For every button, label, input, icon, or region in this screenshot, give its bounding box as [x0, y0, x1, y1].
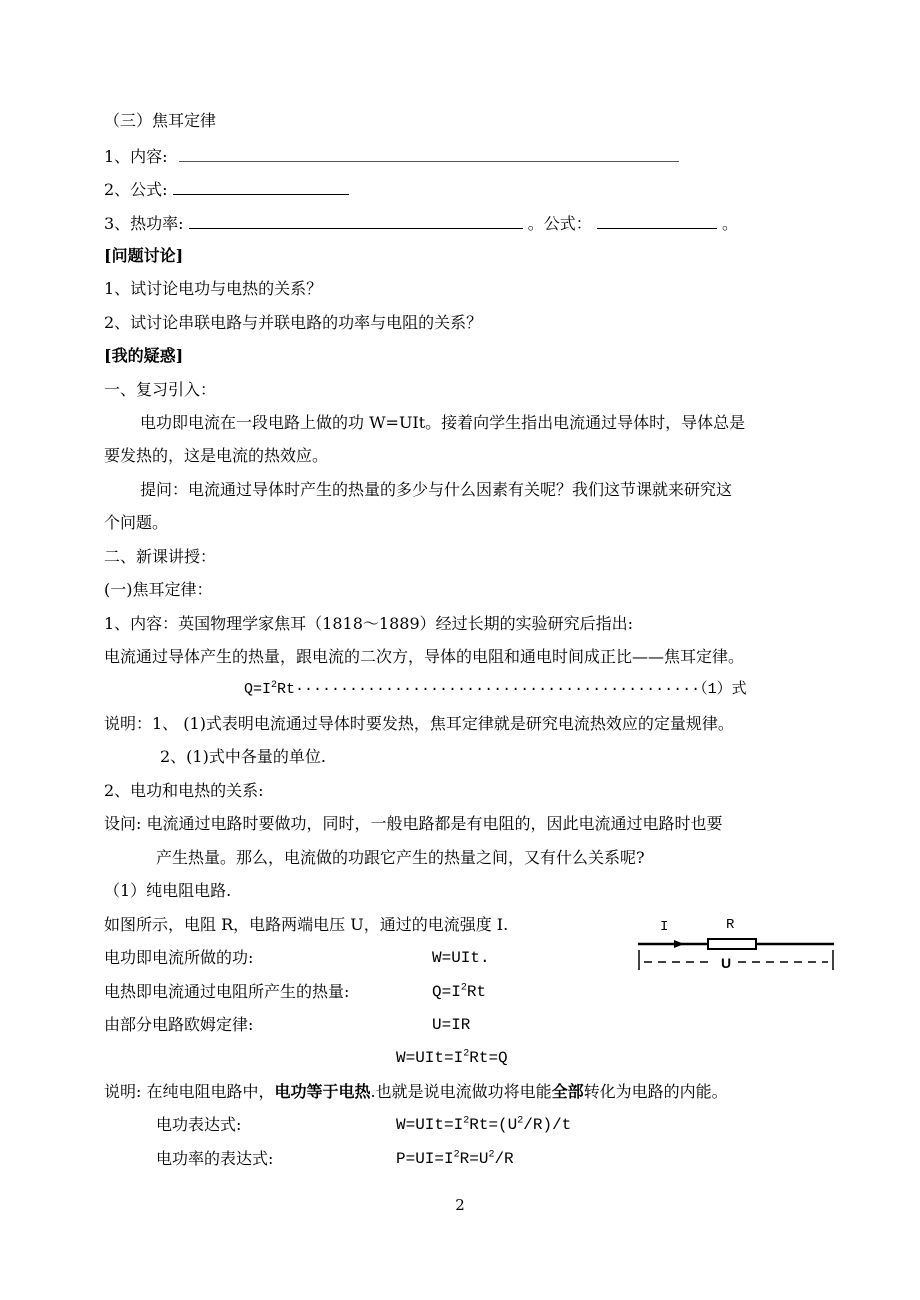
joule-content-a: 1、内容：英国物理学家焦耳（1818～1889）经过长期的实验研究后指出: [104, 614, 634, 633]
work-label: 电功即电流所做的功: [104, 948, 254, 967]
lecture-heading: 二、新课讲授： [104, 547, 217, 566]
content-line [104, 144, 679, 168]
expr1-c: /R)/t [523, 1116, 572, 1134]
note-1: 说明：1、 (1)式表明电流通过导体时要发热，焦耳定律就是研究电流热效应的定量规律。 [104, 714, 734, 733]
heat-power-blank[interactable] [189, 211, 523, 229]
formula-rest: Rt·············································（1）式 [277, 681, 747, 698]
power-expression-label: 电功率的表达式: [156, 1149, 274, 1168]
power-expression [396, 1148, 514, 1170]
question-a: 设问: 电流通过电路时要做功，同时，一般电路都是有电阻的，因此电流通过电路时也要 [104, 814, 723, 833]
expr2-b: R=U [459, 1150, 489, 1168]
review-p1b: 要发热的，这是电流的热效应。 [104, 446, 329, 465]
discussion-q2: 2、试讨论串联电路与并联电路的功率与电阻的关系？ [104, 313, 483, 332]
formula-sup: 2 [271, 680, 278, 691]
heat-label: 电热即电流通过电阻所产生的热量: [104, 982, 350, 1001]
combined-equation [396, 1047, 508, 1069]
conclusion-c: 转化为电路的内能。 [583, 1082, 728, 1101]
formula-q: Q=I [244, 681, 272, 698]
formula-line [104, 177, 349, 201]
review-heading: 一、复习引入： [104, 380, 217, 399]
resistor [708, 939, 756, 949]
discussion-q1: 1、试讨论电功与电热的关系？ [104, 279, 323, 298]
heat-power-end: 。 [721, 214, 738, 233]
conclusion-b: .也就是说电流做功将电能 [370, 1082, 552, 1101]
heat-eq-a: Q=I [432, 983, 461, 1001]
circuit-diagram [636, 912, 836, 982]
current-arrow-icon [674, 940, 684, 948]
conclusion [104, 1081, 728, 1103]
combined-a: W=UIt=I [396, 1049, 464, 1067]
joule-formula [244, 679, 747, 701]
content-blank[interactable] [179, 144, 679, 162]
expr1-sup1: 2 [463, 1115, 470, 1127]
formula-blank[interactable] [173, 177, 349, 195]
resistor-label: R [726, 917, 735, 933]
doubts-heading: [我的疑惑] [104, 346, 184, 365]
conclusion-a: 说明: 在纯电阻电路中， [104, 1082, 275, 1101]
heat-power-sep: 。公式： [527, 214, 592, 233]
review-p2a: 提问：电流通过导体时产生的热量的多少与什么因素有关呢？我们这节课就来研究这 [140, 480, 733, 499]
work-expression-label: 电功表达式: [156, 1115, 242, 1134]
heat-power-label: 3、热功率: [104, 214, 184, 233]
section-title: （三）焦耳定律 [104, 111, 217, 130]
relation-subheading: 2、电功和电热的关系: [104, 781, 264, 800]
review-p2b: 个问题。 [104, 513, 169, 532]
combined-b: Rt=Q [469, 1049, 508, 1067]
discussion-heading: [问题讨论] [104, 246, 184, 265]
ohm-label: 由部分电路欧姆定律: [104, 1015, 254, 1034]
heat-power-formula-blank[interactable] [597, 211, 717, 229]
expr2-c: /R [494, 1150, 514, 1168]
expr2-sup1: 2 [453, 1149, 460, 1161]
expr1-sup2: 2 [517, 1115, 524, 1127]
current-label: I [660, 919, 669, 935]
combined-sup: 2 [463, 1048, 470, 1060]
formula-label: 2、公式: [104, 180, 168, 199]
expr1-a: W=UIt=I [396, 1116, 464, 1134]
joule-subheading: (一)焦耳定律： [104, 580, 213, 599]
figure-description: 如图所示，电阻 R，电路两端电压 U，通过的电流强度 I. [104, 915, 509, 934]
ohm-equation: U=IR [432, 1016, 471, 1034]
page-number: 2 [455, 1196, 465, 1214]
expr1-b: Rt=(U [469, 1116, 518, 1134]
expr2-sup2: 2 [488, 1149, 495, 1161]
content-label: 1、内容: [104, 147, 168, 166]
heat-equation [432, 981, 486, 1003]
pure-resistance-heading: （1）纯电阻电路. [104, 881, 232, 900]
note-2: 2、(1)式中各量的单位. [160, 747, 326, 766]
work-equation: W=UIt. [432, 949, 490, 967]
voltage-label: U [721, 955, 732, 971]
review-p1a: 电功即电流在一段电路上做的功 W=UIt。接着向学生指出电流通过导体时，导体总是 [140, 413, 746, 432]
heat-eq-sup: 2 [460, 982, 467, 994]
work-expression [396, 1114, 571, 1136]
heat-eq-b: Rt [466, 983, 487, 1001]
heat-power-line [104, 211, 738, 235]
expr2-a: P=UI=I [396, 1150, 454, 1168]
conclusion-bold-2: 全部 [551, 1082, 584, 1101]
conclusion-bold-1: 电功等于电热 [274, 1082, 371, 1101]
joule-content-b: 电流通过导体产生的热量，跟电流的二次方，导体的电阻和通电时间成正比——焦耳定律。 [104, 647, 745, 666]
question-b: 产生热量。那么，电流做的功跟它产生的热量之间，又有什么关系呢? [156, 848, 645, 867]
